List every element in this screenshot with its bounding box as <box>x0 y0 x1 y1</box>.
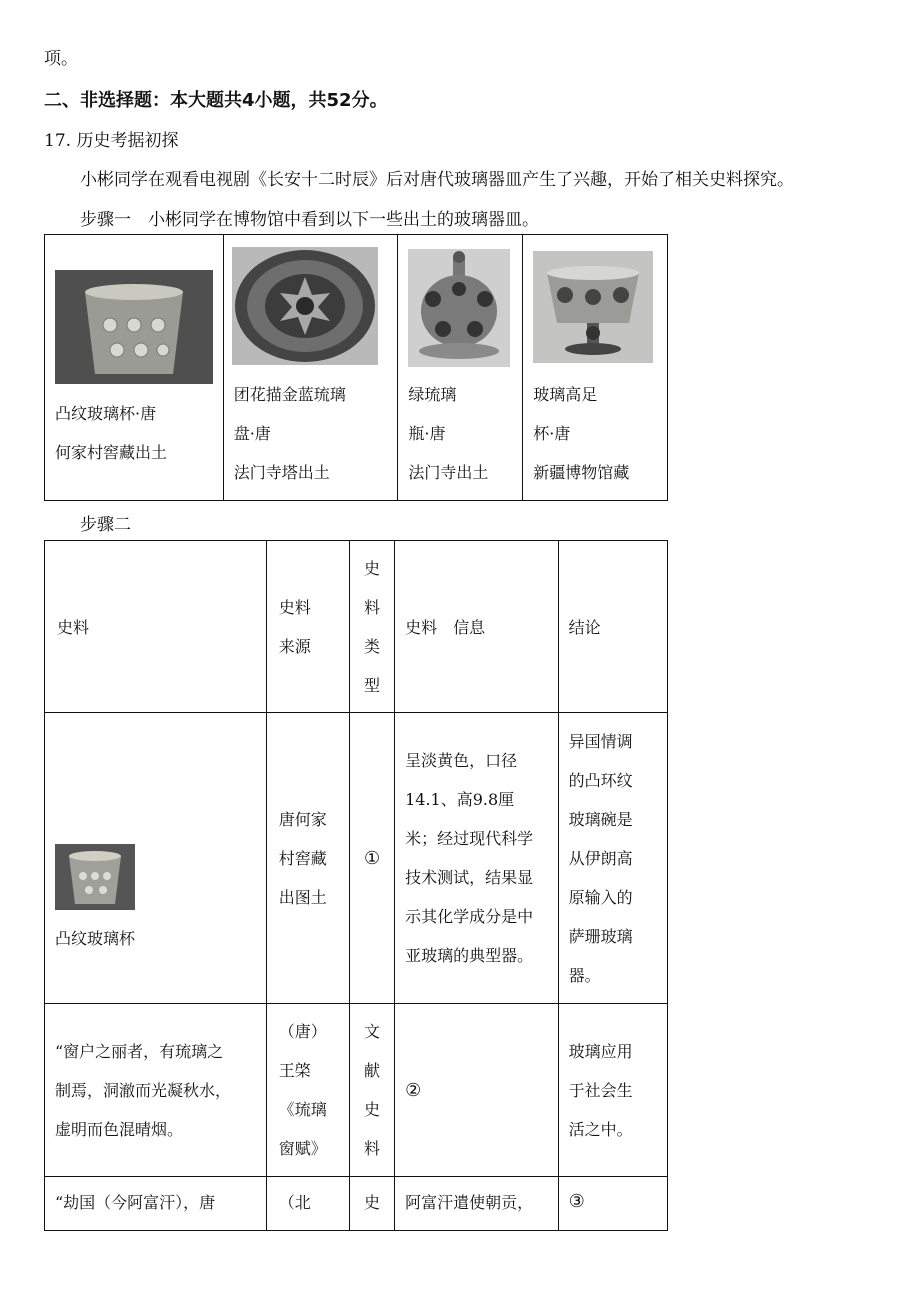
step-one-text: 步骤一 小彬同学在博物馆中看到以下一些出土的玻璃器皿。 <box>80 210 539 230</box>
info-line: 示其化学成分是中 <box>405 907 534 926</box>
source-line: 王棨 <box>278 1061 311 1080</box>
artifact-label-line2: 杯·唐 <box>533 424 571 443</box>
question-title: 17. 历史考据初探 <box>44 131 179 151</box>
info-line: 米；经过现代科学 <box>405 829 534 848</box>
header-material-text: 史料 <box>57 618 90 637</box>
material-cell <box>45 713 267 1004</box>
step-two-text: 步骤二 <box>80 515 131 535</box>
info-line: 亚玻璃的典型器。 <box>405 946 534 965</box>
conclusion-line: 原输入的 <box>568 887 633 907</box>
artifact-label-line2: 何家村窖藏出土 <box>55 443 168 462</box>
header-conclusion <box>558 541 667 713</box>
artifact-label-line3: 新疆博物馆藏 <box>533 463 630 482</box>
source-analysis-table <box>44 540 668 1231</box>
artifact-label-line3: 法门寺塔出土 <box>233 463 330 482</box>
blank-marker-3: ③ <box>568 1191 585 1212</box>
blank-marker-1: ① <box>363 847 381 869</box>
info-cell <box>395 1177 559 1231</box>
section-heading: 二、非选择题：本大题共4小题，共52分。 <box>44 90 388 111</box>
info-line: 阿富汗遣使朝贡， <box>405 1193 534 1212</box>
header-source-line: 来源 <box>278 636 311 656</box>
type-cell <box>349 1004 394 1177</box>
material-line: “劫国（今阿富汗），唐 <box>55 1193 216 1212</box>
conclusion-line: 异国情调 <box>568 731 633 751</box>
blank-marker-2: ② <box>405 1079 422 1101</box>
info-line: 14.1、高9.8厘 <box>405 790 515 809</box>
header-info <box>395 541 559 713</box>
source-line: 窗赋》 <box>278 1139 327 1158</box>
conclusion-cell <box>558 1177 667 1231</box>
artifact-cell <box>398 235 523 501</box>
header-type-char: 料 <box>364 597 381 617</box>
type-char: 料 <box>364 1139 381 1158</box>
source-cell <box>266 713 349 1004</box>
artifact-cell <box>223 235 398 501</box>
conclusion-cell <box>558 1004 667 1177</box>
header-info-text: 史料 信息 <box>405 618 486 637</box>
conclusion-line: 活之中。 <box>568 1119 633 1139</box>
table-header-row <box>45 541 668 713</box>
source-cell <box>266 1004 349 1177</box>
header-type <box>349 541 394 713</box>
source-line: 唐何家 <box>278 809 327 829</box>
conclusion-line: 的凸环纹 <box>568 770 633 790</box>
source-line: （北 <box>278 1193 311 1212</box>
table-row <box>45 1177 668 1231</box>
material-line: 制焉，洞澈而光凝秋水， <box>55 1080 232 1100</box>
info-line: 呈淡黄色，口径 <box>405 751 518 770</box>
header-source-line: 史料 <box>278 597 311 617</box>
question-intro: 小彬同学在观看电视剧《长安十二时辰》后对唐代玻璃器皿产生了兴趣，开始了相关史料探究。 <box>80 170 794 190</box>
info-cell <box>395 713 559 1004</box>
glass-cup-photo <box>55 270 213 384</box>
source-line: 《琉璃 <box>278 1100 327 1119</box>
conclusion-line: 萨珊玻璃 <box>568 926 633 946</box>
artifact-cell <box>523 235 668 501</box>
material-cell <box>45 1177 267 1231</box>
previous-question-tail: 项。 <box>44 49 78 69</box>
header-type-char: 型 <box>364 675 381 695</box>
glass-cup-small-photo <box>55 844 135 910</box>
conclusion-line: 于社会生 <box>568 1080 633 1100</box>
conclusion-line: 器。 <box>568 965 601 985</box>
artifact-label-line1: 绿琉璃 <box>408 385 457 404</box>
artifact-cell <box>45 235 224 501</box>
source-cell <box>266 1177 349 1231</box>
header-type-char: 类 <box>364 636 381 656</box>
glass-plate-photo <box>232 247 378 365</box>
header-type-char: 史 <box>364 558 381 578</box>
glass-bottle-photo <box>408 249 510 367</box>
artifact-label-line2: 瓶·唐 <box>408 424 446 443</box>
type-char: 史 <box>364 1100 381 1119</box>
header-conclusion-text: 结论 <box>568 618 601 637</box>
artifact-label-line2: 盘·唐 <box>233 424 271 443</box>
source-line: 出图土 <box>278 887 327 907</box>
material-caption: 凸纹玻璃杯 <box>55 929 136 948</box>
artifact-table <box>44 234 668 501</box>
table-row <box>45 713 668 1004</box>
conclusion-cell <box>558 713 667 1004</box>
type-cell <box>349 713 394 1004</box>
table-row <box>45 1004 668 1177</box>
artifact-label-line3: 法门寺出土 <box>408 463 489 482</box>
type-char: 史 <box>364 1193 381 1212</box>
info-cell <box>395 1004 559 1177</box>
conclusion-line: 玻璃应用 <box>568 1041 633 1061</box>
conclusion-line: 玻璃碗是 <box>568 809 633 829</box>
artifact-label-line1: 团花描金蓝琉璃 <box>233 385 346 404</box>
artifact-label-line1: 玻璃高足 <box>533 385 598 404</box>
artifact-label-line1: 凸纹玻璃杯·唐 <box>55 404 157 423</box>
goblet-photo <box>533 251 653 363</box>
material-cell <box>45 1004 267 1177</box>
source-line: （唐） <box>278 1022 327 1041</box>
source-line: 村窖藏 <box>278 848 327 868</box>
material-line: “窗户之丽者，有琉璃之 <box>55 1041 224 1061</box>
conclusion-line: 从伊朗高 <box>568 848 633 868</box>
info-line: 技术测试，结果显 <box>405 868 534 887</box>
type-char: 文 <box>364 1022 381 1041</box>
type-cell <box>349 1177 394 1231</box>
material-line: 虚明而色混晴烟。 <box>55 1119 184 1139</box>
type-char: 献 <box>364 1061 381 1080</box>
header-material <box>45 541 267 713</box>
header-source <box>266 541 349 713</box>
